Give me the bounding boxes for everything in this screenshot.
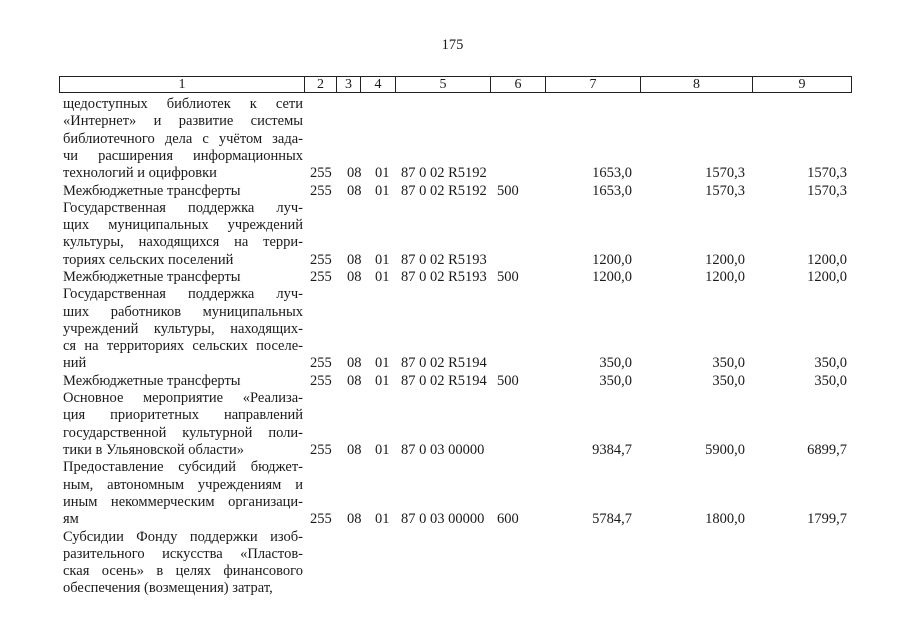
section-cell: 08: [347, 165, 362, 182]
row-name-line: Предоставление субсидий бюджет-: [63, 459, 303, 476]
row-name-line: щедоступных библиотек к сети: [63, 96, 303, 112]
subsection-cell: 01: [375, 441, 390, 458]
amount-year3-cell: 350,0: [814, 355, 847, 372]
amount-year1-cell: 9384,7: [592, 441, 632, 458]
amount-year1-cell: 350,0: [599, 355, 632, 372]
table-row: [0, 390, 905, 459]
row-name-line: ным, автономным учреждениям и: [63, 476, 303, 493]
target-article-cell: 87 0 02 R5193: [401, 269, 487, 285]
row-name-line: Субсидии Фонду поддержки изоб-: [63, 528, 303, 545]
section-cell: 08: [347, 269, 362, 285]
header-cell: 1: [178, 77, 186, 92]
amount-year3-cell: 1570,3: [807, 165, 847, 182]
amount-year3-cell: 1200,0: [807, 251, 847, 268]
amount-year1-cell: 1200,0: [592, 251, 632, 268]
amount-year1-cell: 1653,0: [592, 165, 632, 182]
table-row: [0, 459, 905, 528]
subsection-cell: 01: [375, 355, 390, 372]
table-row: [0, 286, 905, 373]
target-article-cell: 87 0 02 R5194: [401, 372, 487, 389]
section-cell: 08: [347, 441, 362, 458]
table-row: [0, 269, 905, 286]
header-cell: 8: [640, 77, 752, 92]
grbs-cell: 255: [310, 251, 332, 268]
subsection-cell: 01: [375, 269, 390, 285]
row-name-line: ям: [63, 511, 79, 528]
row-name-line: Межбюджетные трансферты: [63, 372, 241, 389]
row-name-line: тики в Ульяновской области»: [63, 441, 245, 458]
amount-year1-cell: 5784,7: [592, 511, 632, 528]
row-name-line: ний: [63, 355, 87, 372]
amount-year2-cell: 5900,0: [705, 441, 745, 458]
header-cell: 7: [545, 77, 640, 92]
row-name-line: технологий и оцифровки: [63, 165, 217, 182]
row-name-line: разительного искусства «Пластов-: [63, 545, 303, 562]
row-name-line: ская осень» в целях финансового: [63, 563, 303, 580]
subsection-cell: 01: [375, 372, 390, 389]
table-row: [0, 529, 905, 598]
table-row: [0, 373, 905, 390]
section-cell: 08: [347, 182, 362, 199]
expense-type-cell: 500: [497, 182, 519, 199]
grbs-cell: 255: [310, 165, 332, 182]
row-name-line: ся на территориях сельских поселе-: [63, 338, 303, 355]
subsection-cell: 01: [375, 511, 390, 528]
header-cell: 2: [304, 77, 336, 92]
grbs-cell: 255: [310, 441, 332, 458]
expense-type-cell: 500: [497, 372, 519, 389]
row-name-line: Межбюджетные трансферты: [63, 269, 241, 285]
section-cell: 08: [347, 511, 362, 528]
target-article-cell: 87 0 02 R5192: [401, 165, 487, 182]
grbs-cell: 255: [310, 372, 332, 389]
amount-year3-cell: 1570,3: [807, 182, 847, 199]
page-number: 175: [441, 37, 464, 53]
row-name-line: иным некоммерческим организаци-: [63, 493, 303, 510]
row-name-line: чи расширения информационных: [63, 147, 303, 164]
row-name-line: «Интернет» и развитие системы: [63, 113, 303, 130]
amount-year1-cell: 1200,0: [592, 269, 632, 285]
header-cell: 3: [336, 77, 360, 92]
table-body: [0, 96, 905, 616]
grbs-cell: 255: [310, 355, 332, 372]
subsection-cell: 01: [375, 165, 390, 182]
row-name-line: обеспечения (возмещения) затрат,: [63, 580, 273, 597]
subsection-cell: 01: [375, 182, 390, 199]
amount-year2-cell: 350,0: [712, 355, 745, 372]
table-header-row: [59, 76, 852, 93]
row-name-line: Основное мероприятие «Реализа-: [63, 390, 303, 407]
header-cell: 9: [752, 77, 851, 92]
amount-year2-cell: 1570,3: [705, 182, 745, 199]
header-cell: 6: [490, 77, 545, 92]
row-name-line: библиотечного дела с учётом зада-: [63, 130, 303, 147]
row-name-line: ших работников муниципальных: [63, 303, 303, 320]
grbs-cell: 255: [310, 269, 332, 285]
target-article-cell: 87 0 03 00000: [401, 511, 485, 528]
amount-year1-cell: 350,0: [599, 372, 632, 389]
expense-type-cell: 600: [497, 511, 519, 528]
row-name-line: государственной культурной поли-: [63, 424, 303, 441]
amount-year3-cell: 6899,7: [807, 441, 847, 458]
row-name-line: учреждений культуры, находящих-: [63, 320, 303, 337]
row-name-line: Государственная поддержка луч-: [63, 286, 303, 303]
amount-year3-cell: 1799,7: [807, 511, 847, 528]
table-row: [0, 96, 905, 183]
table-row: [0, 183, 905, 200]
row-name-line: ция приоритетных направлений: [63, 407, 303, 424]
row-name-line: ториях сельских поселений: [63, 251, 234, 268]
amount-year2-cell: 1200,0: [705, 269, 745, 285]
target-article-cell: 87 0 02 R5192: [401, 182, 487, 199]
amount-year3-cell: 1200,0: [807, 269, 847, 285]
table-row: [0, 200, 905, 269]
section-cell: 08: [347, 251, 362, 268]
section-cell: 08: [347, 355, 362, 372]
header-cell: 4: [360, 77, 395, 92]
amount-year2-cell: 1800,0: [705, 511, 745, 528]
subsection-cell: 01: [375, 251, 390, 268]
row-name-line: культуры, находящихся на терри-: [63, 234, 303, 251]
amount-year2-cell: 350,0: [712, 372, 745, 389]
amount-year2-cell: 1200,0: [705, 251, 745, 268]
target-article-cell: 87 0 02 R5194: [401, 355, 487, 372]
section-cell: 08: [347, 372, 362, 389]
target-article-cell: 87 0 03 00000: [401, 441, 485, 458]
expense-type-cell: 500: [497, 269, 519, 285]
row-name-line: Межбюджетные трансферты: [63, 182, 241, 199]
amount-year3-cell: 350,0: [814, 372, 847, 389]
row-name-line: Государственная поддержка луч-: [63, 199, 303, 216]
row-name-line: щих муниципальных учреждений: [63, 217, 303, 234]
amount-year1-cell: 1653,0: [592, 182, 632, 199]
grbs-cell: 255: [310, 511, 332, 528]
amount-year2-cell: 1570,3: [705, 165, 745, 182]
target-article-cell: 87 0 02 R5193: [401, 251, 487, 268]
grbs-cell: 255: [310, 182, 332, 199]
header-cell: 5: [395, 77, 490, 92]
